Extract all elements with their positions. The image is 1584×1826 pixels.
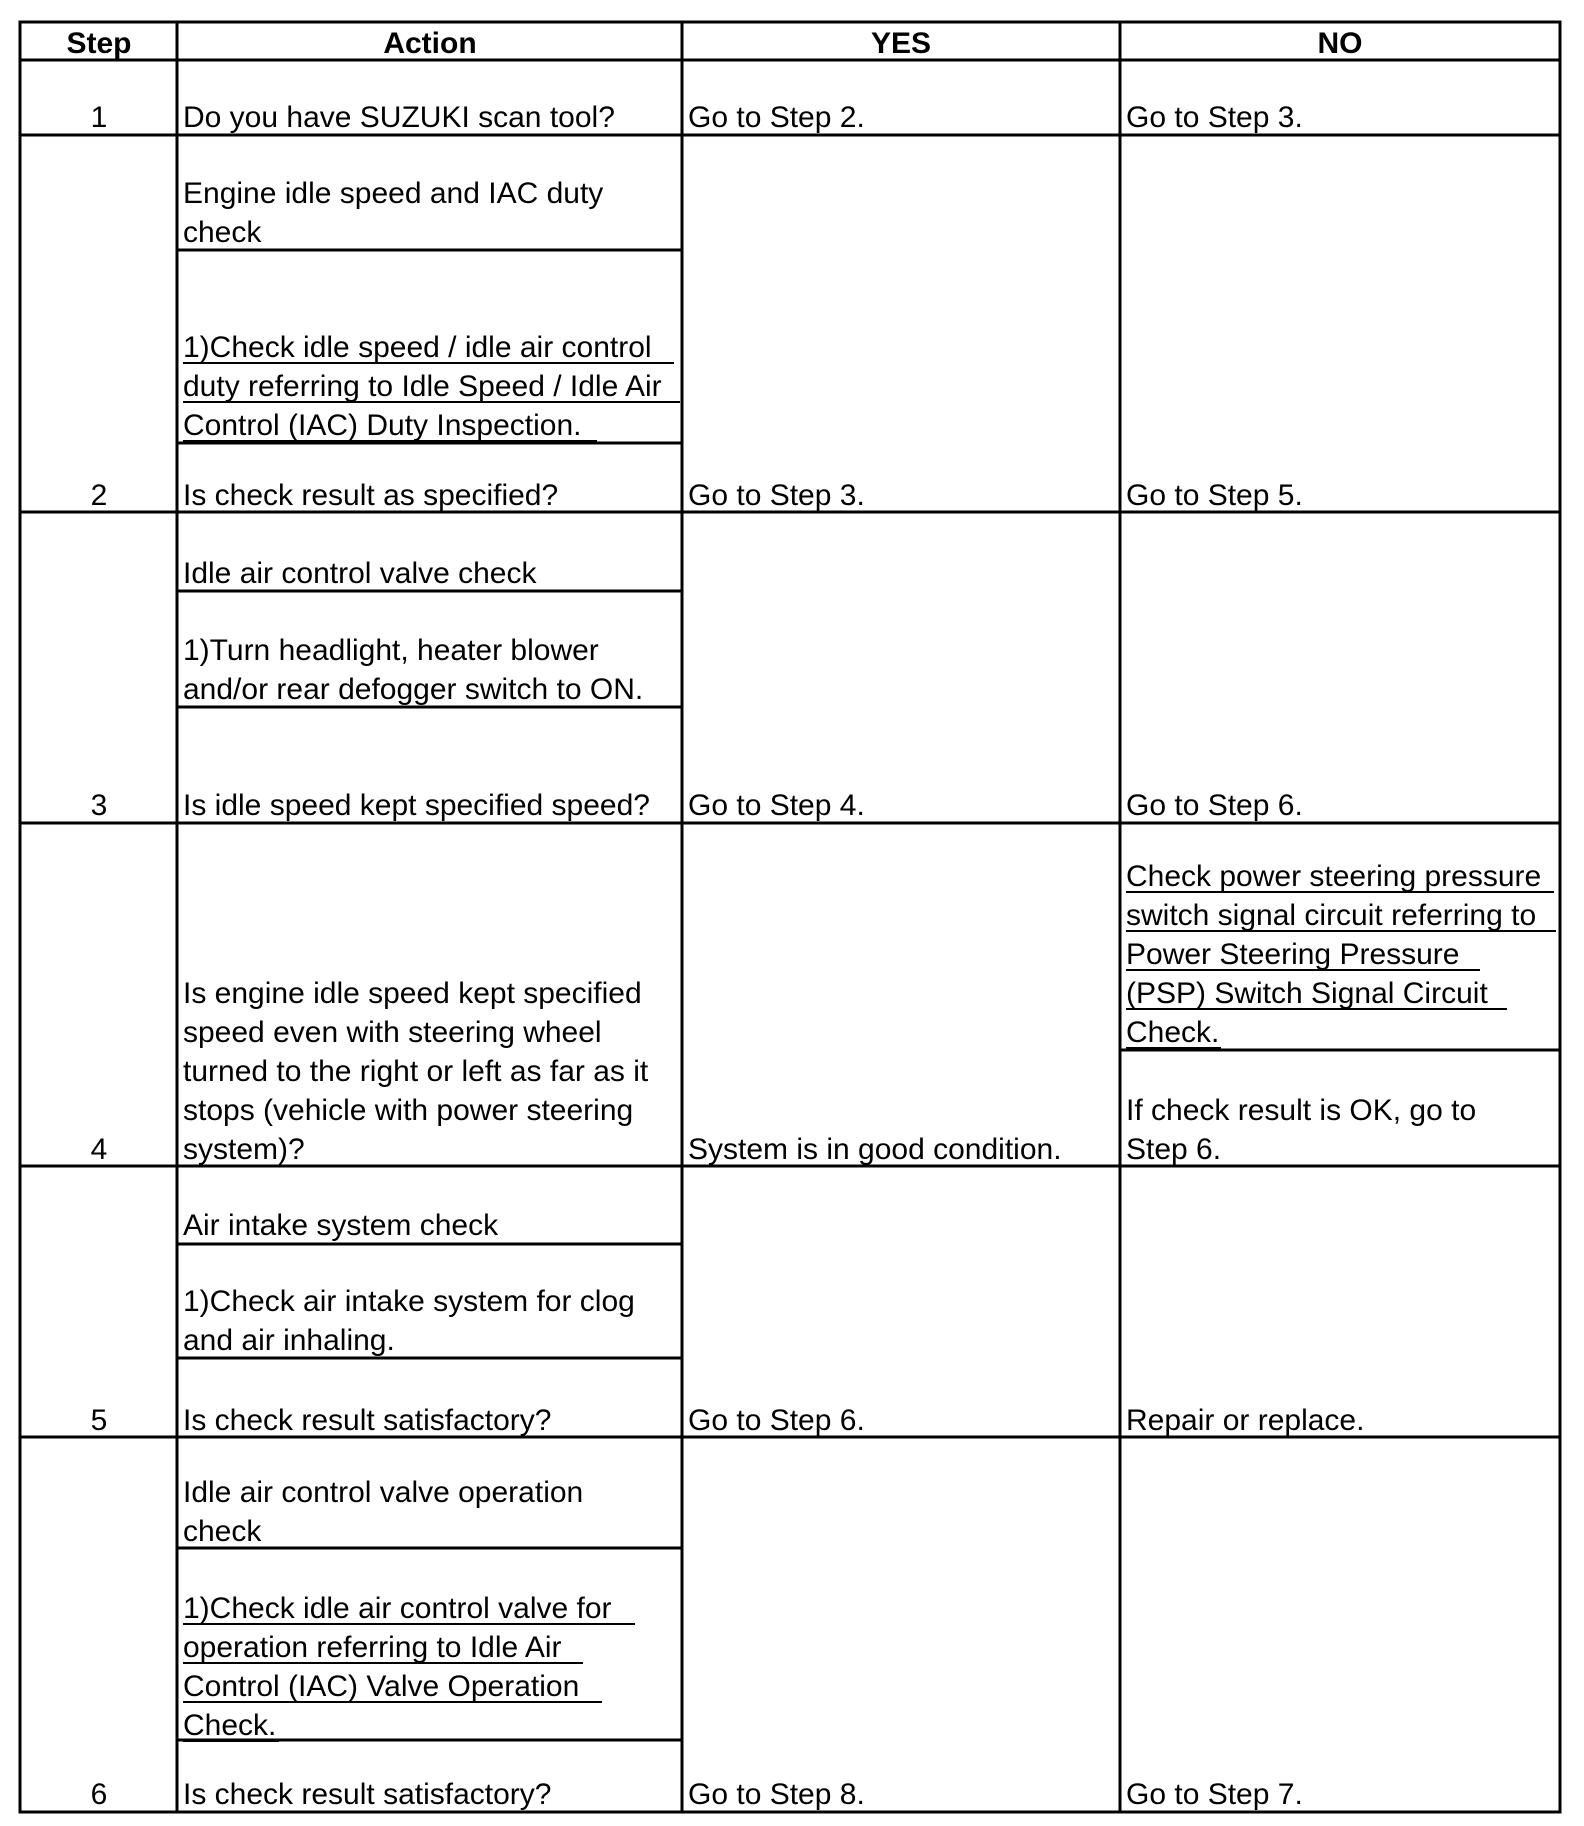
action-question-line: speed even with steering wheel <box>183 1016 602 1049</box>
yes-result: Go to Step 4. <box>688 789 865 822</box>
no-result: Go to Step 6. <box>1126 789 1303 822</box>
action-instruction-line[interactable]: duty referring to Idle Speed / Idle Air <box>183 370 662 403</box>
no-link-line[interactable]: (PSP) Switch Signal Circuit <box>1126 977 1488 1010</box>
header-no: NO <box>1317 27 1363 60</box>
step-number: 1 <box>90 101 108 134</box>
table-row <box>91 860 1556 1166</box>
action-question: Is idle speed kept specified speed? <box>183 789 650 822</box>
yes-result: Go to Step 8. <box>688 1778 865 1811</box>
action-instruction-line: 1)Turn headlight, heater blower <box>183 634 599 667</box>
yes-result: Go to Step 6. <box>688 1404 865 1437</box>
no-result: Go to Step 3. <box>1126 101 1303 134</box>
yes-result: System is in good condition. <box>688 1133 1062 1166</box>
action-title: Idle air control valve check <box>183 557 537 590</box>
step-number: 3 <box>90 789 108 822</box>
action-instruction-line[interactable]: 1)Check idle speed / idle air control <box>183 331 652 364</box>
action-title-line: check <box>183 1515 262 1548</box>
action-question: Is check result as specified? <box>183 479 559 512</box>
action-title-line: Idle air control valve operation <box>183 1476 584 1509</box>
no-result: Repair or replace. <box>1126 1404 1365 1437</box>
action-instruction-line[interactable]: Check. <box>183 1709 277 1742</box>
action-question: Is check result satisfactory? <box>183 1404 552 1437</box>
action-instruction <box>183 634 643 706</box>
action-title <box>183 177 612 249</box>
action-question: Is check result satisfactory? <box>183 1778 552 1811</box>
action-instruction-line: 1)Check air intake system for clog <box>183 1285 635 1318</box>
action-instruction-line[interactable]: Control (IAC) Duty Inspection. <box>183 409 582 442</box>
no-followup-line: Step 6. <box>1126 1133 1222 1166</box>
action-question-line: system)? <box>183 1133 305 1166</box>
action-instruction-link[interactable] <box>183 331 670 442</box>
step-number: 5 <box>90 1404 108 1437</box>
action-title-line: check <box>183 216 262 249</box>
action-question: Do you have SUZUKI scan tool? <box>183 101 615 134</box>
table-header <box>66 27 1362 60</box>
header-yes: YES <box>870 27 932 60</box>
action-instruction-link[interactable] <box>183 1592 620 1742</box>
header-action: Action <box>383 27 477 60</box>
action-title-line: Engine idle speed and IAC duty <box>183 177 604 210</box>
action-question-line: stops (vehicle with power steering <box>183 1094 634 1127</box>
no-link-line[interactable]: Power Steering Pressure <box>1126 938 1460 971</box>
step-number: 6 <box>90 1778 108 1811</box>
step-number: 2 <box>90 479 108 512</box>
action-instruction-line[interactable]: operation referring to Idle Air <box>183 1631 562 1664</box>
yes-result: Go to Step 2. <box>688 101 865 134</box>
action-instruction-line: and/or rear defogger switch to ON. <box>183 673 644 706</box>
no-link-line[interactable]: Check power steering pressure <box>1126 860 1542 893</box>
yes-result: Go to Step 3. <box>688 479 865 512</box>
action-instruction-line[interactable]: Control (IAC) Valve Operation <box>183 1670 580 1703</box>
no-result: Go to Step 5. <box>1126 479 1303 512</box>
action-question <box>183 977 657 1166</box>
action-question-line: Is engine idle speed kept specified <box>183 977 642 1010</box>
action-title <box>183 1476 592 1548</box>
no-link[interactable] <box>1126 860 1550 1049</box>
no-followup-line: If check result is OK, go to <box>1126 1094 1477 1127</box>
action-instruction-line[interactable]: 1)Check idle air control valve for <box>183 1592 612 1625</box>
no-followup <box>1126 1094 1485 1166</box>
action-instruction <box>183 1285 643 1357</box>
action-title: Air intake system check <box>183 1209 499 1242</box>
action-instruction-line: and air inhaling. <box>183 1324 395 1357</box>
action-question-line: turned to the right or left as far as it <box>183 1055 649 1088</box>
step-number: 4 <box>90 1133 108 1166</box>
no-link-line[interactable]: Check. <box>1126 1016 1220 1049</box>
no-result: Go to Step 7. <box>1126 1778 1303 1811</box>
no-link-line[interactable]: switch signal circuit referring to <box>1126 899 1537 932</box>
header-step: Step <box>66 27 132 60</box>
